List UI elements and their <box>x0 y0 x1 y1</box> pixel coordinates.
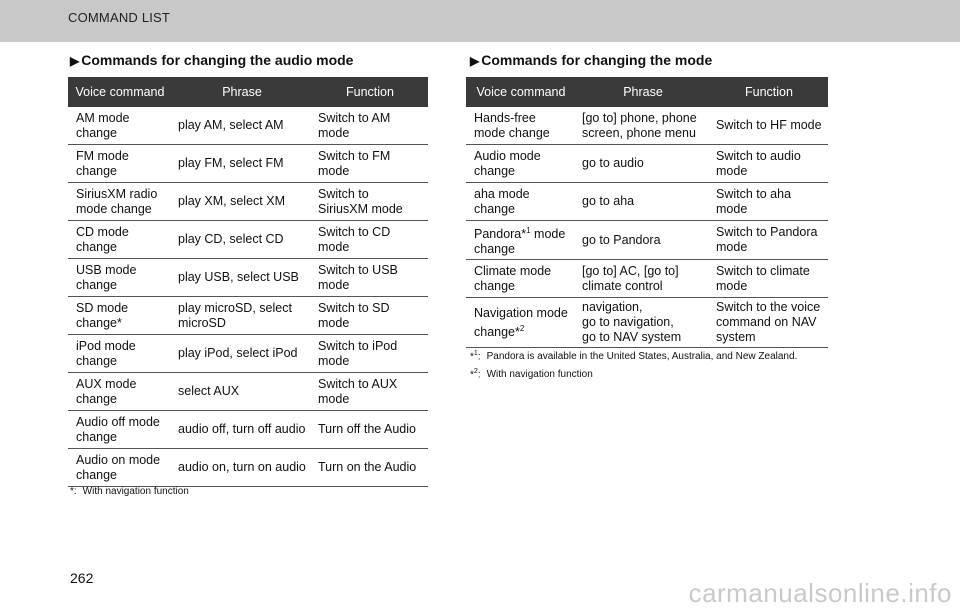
function-cell: Switch to Pandora mode <box>710 221 828 260</box>
voice-cell: FM mode change <box>68 145 172 183</box>
function-cell: Switch to AUX mode <box>312 373 428 411</box>
table-row <box>466 145 828 183</box>
mode-footnote-1: *$^1$: Pandora is available in the United States, Australia, and New Zealand. <box>470 350 798 363</box>
phrase-cell: navigation, go to navigation, go to NAV system <box>576 298 710 348</box>
col-function: Function <box>710 77 828 107</box>
phrase-cell: play AM, select AM <box>172 107 312 145</box>
col-phrase: Phrase <box>172 77 312 107</box>
col-voice-command: Voice command <box>466 77 576 107</box>
phrase-cell: audio off, turn off audio <box>172 411 312 449</box>
audio-footnote: *: With navigation function <box>70 486 189 497</box>
mode-command-table <box>466 77 828 348</box>
function-cell: Switch to aha mode <box>710 183 828 221</box>
table-row <box>466 298 828 348</box>
function-cell: Switch to iPod mode <box>312 335 428 373</box>
phrase-cell: go to Pandora <box>576 221 710 260</box>
audio-command-table <box>68 77 428 487</box>
phrase-cell: select AUX <box>172 373 312 411</box>
col-voice-command: Voice command <box>68 77 172 107</box>
table-header-row <box>68 77 428 107</box>
voice-cell: AUX mode change <box>68 373 172 411</box>
function-cell: Turn on the Audio <box>312 449 428 487</box>
voice-cell: CD mode change <box>68 221 172 259</box>
function-cell: Switch to the voice command on NAV system <box>710 298 828 348</box>
table-header-row <box>466 77 828 107</box>
header-bar <box>0 0 960 42</box>
triangle-right-icon: ▶ <box>70 54 80 68</box>
voice-cell: AM mode change <box>68 107 172 145</box>
function-cell: Switch to AM mode <box>312 107 428 145</box>
function-cell: Turn off the Audio <box>312 411 428 449</box>
phrase-cell: go to audio <box>576 145 710 183</box>
function-cell: Switch to SD mode <box>312 297 428 335</box>
header-title: COMMAND LIST <box>68 10 171 25</box>
function-cell: Switch to USB mode <box>312 259 428 297</box>
function-cell: Switch to climate mode <box>710 260 828 298</box>
mode-footnote-2: *$^2$: With navigation function <box>470 368 593 381</box>
table-row <box>68 259 428 297</box>
voice-cell: Hands-free mode change <box>466 107 576 145</box>
mode-section-title: ▶ Commands for changing the mode <box>470 52 713 68</box>
function-cell: Switch to SiriusXM mode <box>312 183 428 221</box>
voice-cell: Pandora*$^1$ mode change <box>466 221 576 260</box>
phrase-cell: play USB, select USB <box>172 259 312 297</box>
function-cell: Switch to FM mode <box>312 145 428 183</box>
voice-cell: Audio mode change <box>466 145 576 183</box>
table-row <box>68 221 428 259</box>
table-row <box>466 107 828 145</box>
voice-cell: Navigation mode change*$^2$ <box>466 298 576 348</box>
phrase-cell: [go to] AC, [go to] climate control <box>576 260 710 298</box>
phrase-cell: play XM, select XM <box>172 183 312 221</box>
audio-section-title: ▶ Commands for changing the audio mode <box>70 52 354 68</box>
function-cell: Switch to CD mode <box>312 221 428 259</box>
phrase-cell: audio on, turn on audio <box>172 449 312 487</box>
table-row <box>68 449 428 487</box>
phrase-cell: [go to] phone, phone screen, phone menu <box>576 107 710 145</box>
table-row <box>68 411 428 449</box>
table-row <box>466 260 828 298</box>
table-row <box>68 183 428 221</box>
table-row <box>68 297 428 335</box>
phrase-cell: play FM, select FM <box>172 145 312 183</box>
watermark: carmanualsonline.info <box>688 578 952 608</box>
voice-cell: SiriusXM radio mode change <box>68 183 172 221</box>
voice-cell: Audio on mode change <box>68 449 172 487</box>
phrase-cell: go to aha <box>576 183 710 221</box>
table-row <box>68 335 428 373</box>
voice-cell: iPod mode change <box>68 335 172 373</box>
col-phrase: Phrase <box>576 77 710 107</box>
function-cell: Switch to audio mode <box>710 145 828 183</box>
function-cell: Switch to HF mode <box>710 107 828 145</box>
table-row <box>68 145 428 183</box>
page-number: 262 <box>70 570 94 586</box>
table-row <box>68 373 428 411</box>
triangle-right-icon: ▶ <box>470 54 480 68</box>
phrase-cell: play CD, select CD <box>172 221 312 259</box>
voice-cell: USB mode change <box>68 259 172 297</box>
table-row <box>466 183 828 221</box>
table-row <box>68 107 428 145</box>
voice-cell: SD mode change* <box>68 297 172 335</box>
phrase-cell: play iPod, select iPod <box>172 335 312 373</box>
table-row <box>466 221 828 260</box>
voice-cell: aha mode change <box>466 183 576 221</box>
phrase-cell: play microSD, select microSD <box>172 297 312 335</box>
voice-cell: Climate mode change <box>466 260 576 298</box>
voice-cell: Audio off mode change <box>68 411 172 449</box>
col-function: Function <box>312 77 428 107</box>
